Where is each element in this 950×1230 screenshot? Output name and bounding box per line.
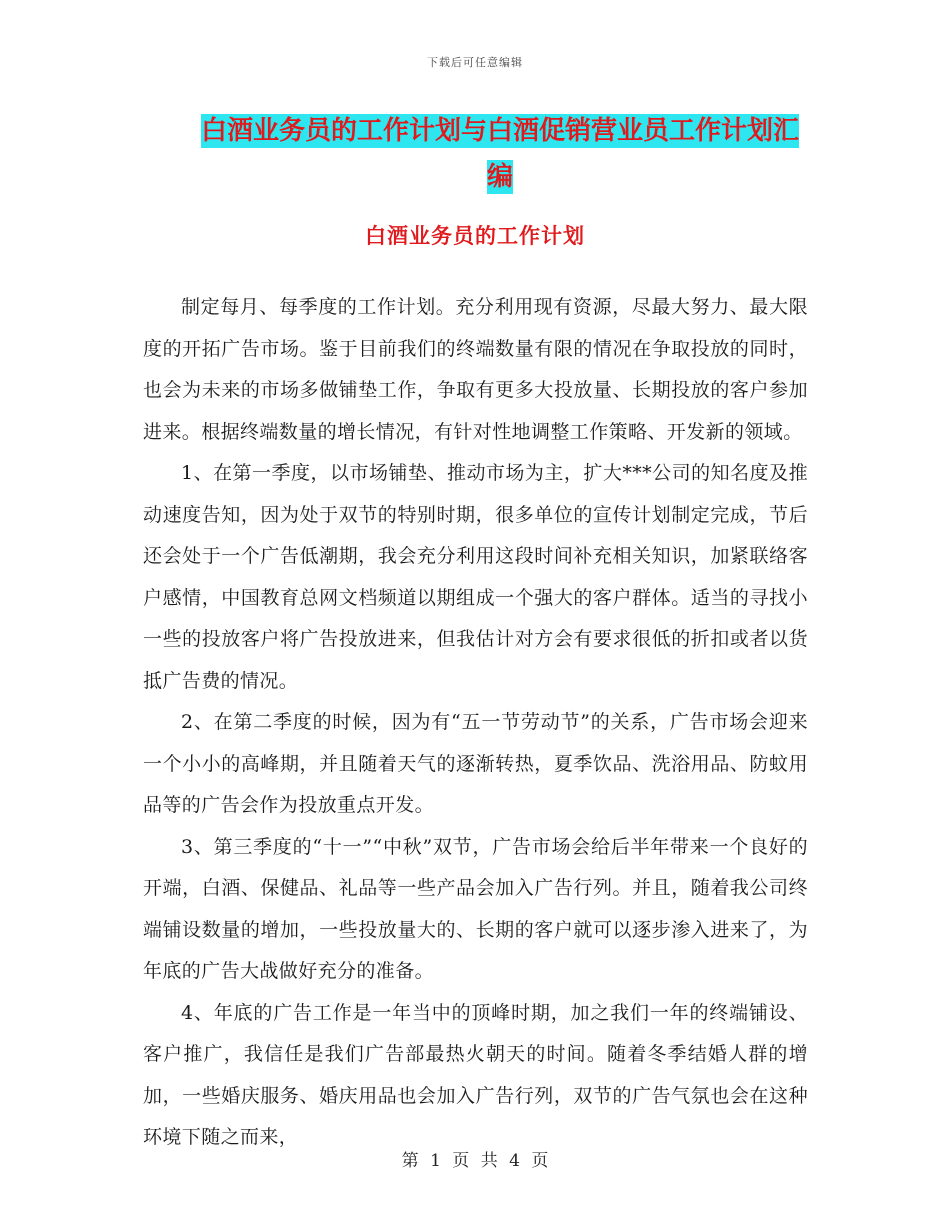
paragraph-q2: 2、在第二季度的时候，因为有“五一节劳动节”的关系，广告市场会迎来一个小小的高峰期，并且随着天气的逐渐转热，夏季饮品、洗浴用品、防蚊用品等的广告会作为投放重点开发。: [143, 711, 808, 816]
paragraph-q4: 4、年底的广告工作是一年当中的顶峰时期，加之我们一年的终端铺设、客户推广，我信任是我们广告部最热火朝天的时间。随着冬季结婚人群的增加，一些婚庆服务、婚庆用品也会加入广告行列，双节的广告气氛也会在这种环境下随之而来，: [143, 1001, 808, 1148]
document-title-text: 白酒业务员的工作计划与白酒促销营业员工作计划汇编: [200, 116, 799, 192]
document-title: [190, 108, 810, 200]
paragraph-intro: 制定每月、每季度的工作计划。充分利用现有资源，尽最大努力、最大限度的开拓广告市场。鉴于目前我们的终端数量有限的情况在争取投放的同时，也会为未来的市场多做铺垫工作，争取有更多大投放量、长期投放的客户参加进来。根据终端数量的增长情况，有针对性地调整工作策略、开发新的领域。: [143, 296, 808, 443]
document-body: [143, 287, 808, 1159]
paragraph-q1: 1、在第一季度，以市场铺垫、推动市场为主，扩大***公司的知名度及推动速度告知，因为处于双节的特别时期，很多单位的宣传计划制定完成，节后还会处于一个广告低潮期，我会充分利用这段时间补充相关知识，加紧联络客户感情，中国教育总网文档频道以期组成一个强大的客户群体。适当的寻找小一些的投放客户将广告投放进来，但我估计对方会有要求很低的折扣或者以货抵广告费的情况。: [143, 462, 808, 692]
paragraph-q3: 3、第三季度的“十一”“中秋”双节，广告市场会给后半年带来一个良好的开端，白酒、保健品、礼品等一些产品会加入广告行列。并且，随着我公司终端铺设数量的增加，一些投放量大的、长期的客户就可以逐步渗入进来了，为年底的广告大战做好充分的准备。: [143, 835, 808, 982]
section-title: 白酒业务员的工作计划: [365, 223, 585, 248]
header-note: 下载后可任意编辑: [427, 56, 523, 69]
page-number: 第 1 页 共 4 页: [401, 1151, 549, 1171]
